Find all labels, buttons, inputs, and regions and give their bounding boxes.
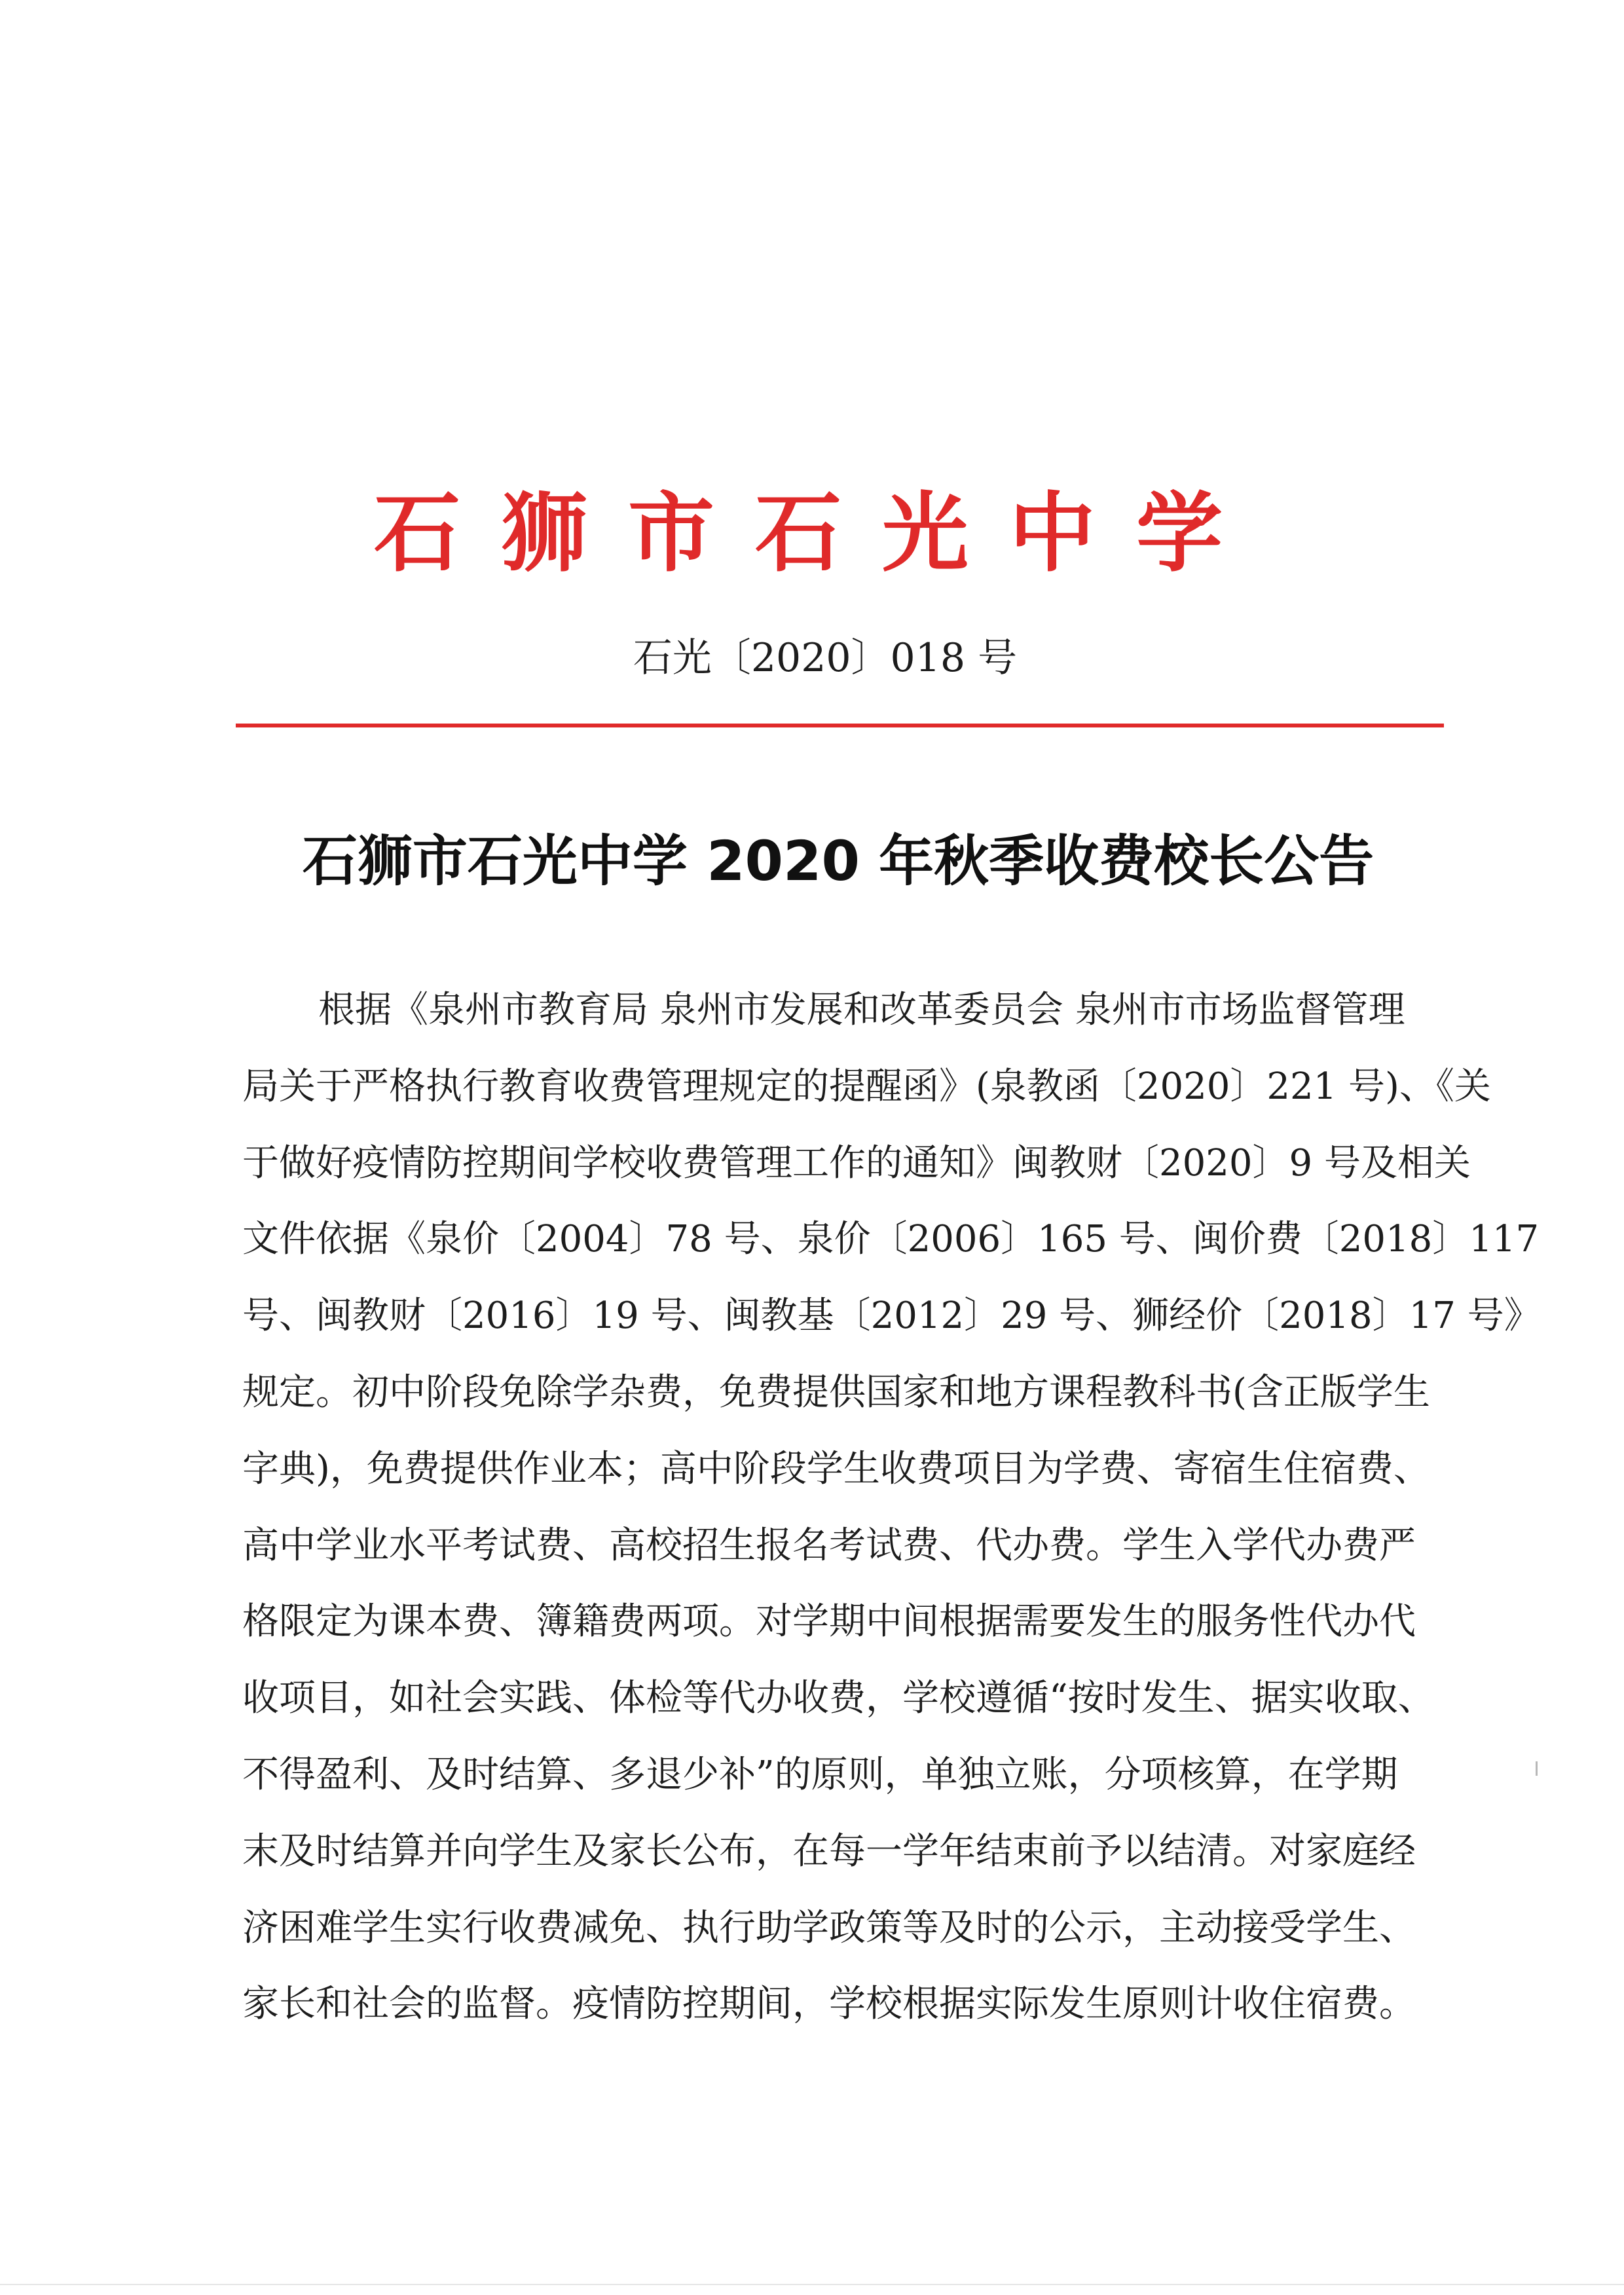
body-line-6: 规定。初中阶段免除学杂费，免费提供国家和地方课程教科书(含正版学生 bbox=[242, 1370, 1430, 1414]
body-line-10: 收项目，如社会实践、体检等代办收费，学校遵循“按时发生、据实收取、 bbox=[242, 1677, 1435, 1720]
school-masthead: 石狮市石光中学 bbox=[374, 483, 1263, 584]
body-line-9: 格限定为课本费、簿籍费两项。对学期中间根据需要发生的服务性代办代 bbox=[242, 1600, 1416, 1643]
body-line-3: 于做好疫情防控期间学校收费管理工作的通知》闽教财〔2020〕9 号及相关 bbox=[242, 1141, 1471, 1184]
scan-edge-mark bbox=[1536, 1761, 1538, 1776]
red-divider-line bbox=[236, 724, 1444, 727]
body-line-11: 不得盈利、及时结算、多退少补”的原则，单独立账，分项核算，在学期 bbox=[242, 1753, 1398, 1796]
body-line-1: 根据《泉州市教育局 泉州市发展和改革委员会 泉州市市场监督管理 bbox=[318, 989, 1405, 1031]
body-line-5: 号、闽教财〔2016〕19 号、闽教基〔2012〕29 号、狮经价〔2018〕17 号》 bbox=[242, 1294, 1541, 1338]
body-line-8: 高中学业水平考试费、高校招生报名考试费、代办费。学生入学代办费严 bbox=[242, 1524, 1416, 1567]
notice-body bbox=[242, 972, 1541, 2043]
body-line-4: 文件依据《泉价〔2004〕78 号、泉价〔2006〕165 号、闽价费〔2018〕117 bbox=[242, 1218, 1540, 1261]
body-line-7: 字典)，免费提供作业本；高中阶段学生收费项目为学费、寄宿生住宿费、 bbox=[242, 1447, 1430, 1490]
body-line-14: 家长和社会的监督。疫情防控期间，学校根据实际发生原则计收住宿费。 bbox=[242, 1983, 1416, 2026]
notice-title: 石狮市石光中学 2020 年秋季收费校长公告 bbox=[302, 829, 1375, 893]
document-number: 石光〔2020〕018 号 bbox=[633, 635, 1018, 681]
body-line-13: 济困难学生实行收费减免、执行助学政策等及时的公示，主动接受学生、 bbox=[242, 1906, 1416, 1949]
body-line-12: 末及时结算并向学生及家长公布，在每一学年结束前予以结清。对家庭经 bbox=[242, 1829, 1416, 1873]
scan-bottom-edge bbox=[0, 2284, 1624, 2285]
body-line-2: 局关于严格执行教育收费管理规定的提醒函》(泉教函〔2020〕221 号)、《关 bbox=[242, 1065, 1491, 1108]
